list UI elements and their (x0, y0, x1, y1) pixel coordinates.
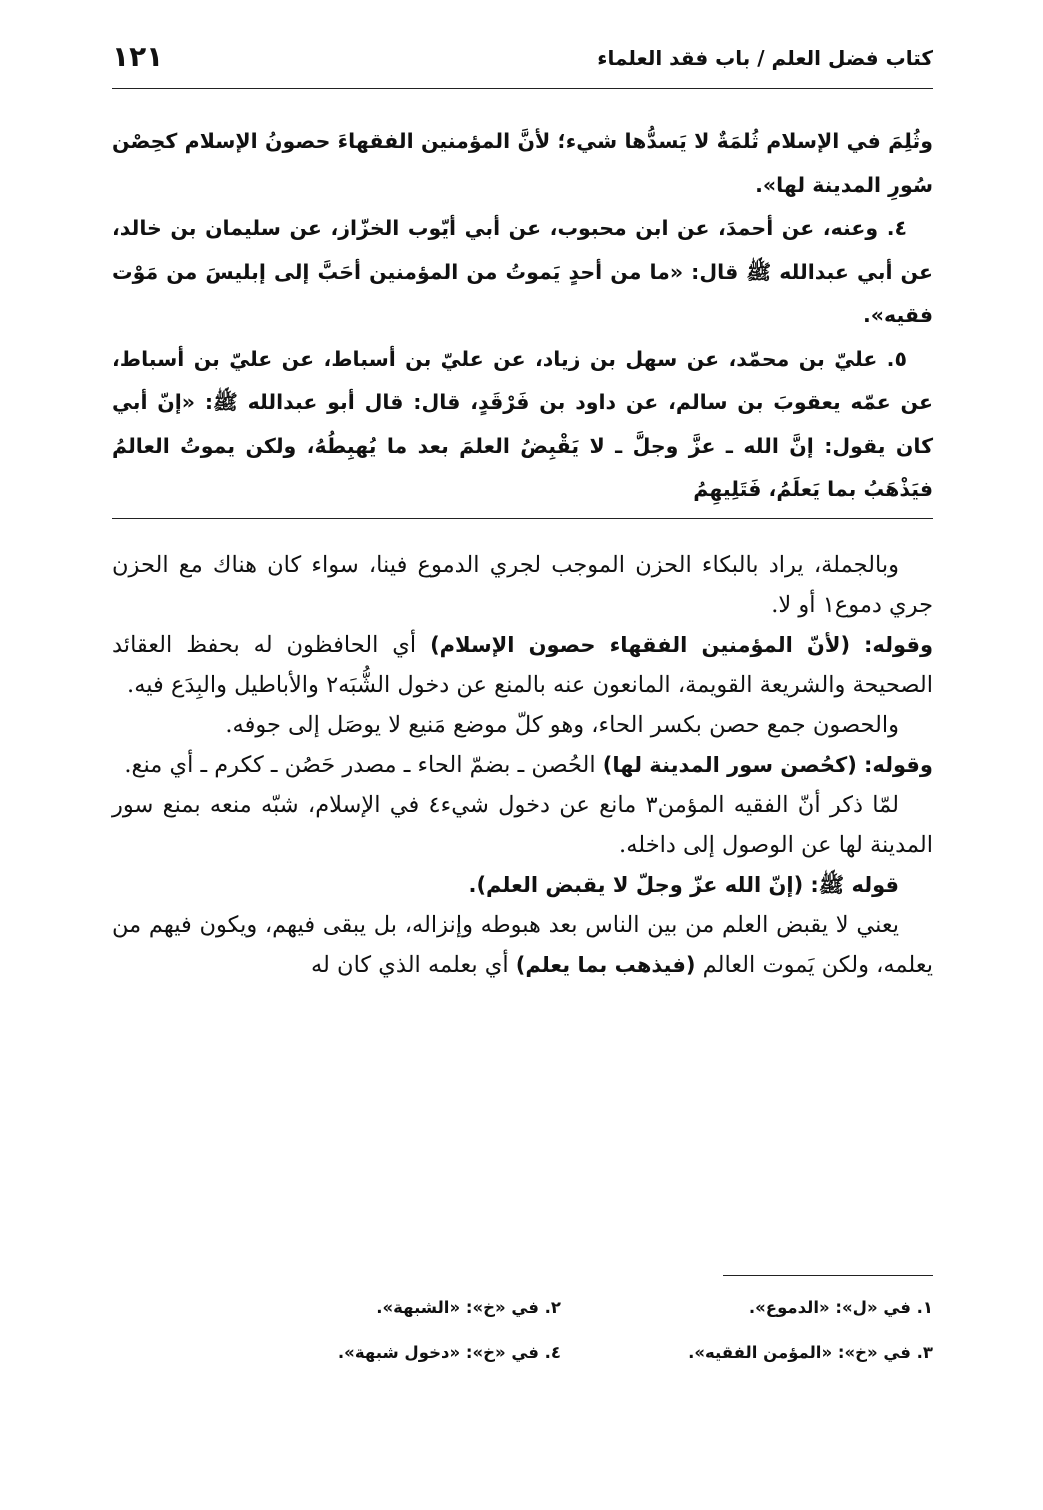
commentary-paragraph (112, 745, 933, 785)
commentary-paragraph: وبالجملة، يراد بالبكاء الحزن الموجب لجري الدموع فينا، سواء كان هناك مع الحزن جري دموع١ أو لا. (112, 552, 933, 618)
commentary-block (112, 545, 933, 985)
quoted-phrase: (إنّ الله عزّ وجلّ لا يقبض العلم). (468, 873, 804, 897)
section-divider (112, 518, 933, 519)
hadith-text-block (112, 120, 933, 512)
page-header (112, 40, 933, 90)
commentary-paragraph (112, 865, 933, 905)
commentary-paragraph: لمّا ذكر أنّ الفقيه المؤمن٣ مانع عن دخول شيء٤ في الإسلام، شبّه منعه بمنع سور المدينة لها عن الوصول إلى داخله. (112, 792, 933, 858)
commentary-paragraph: والحصون جمع حصن بكسر الحاء، وهو كلّ موضع مَنيع لا يوصَل إلى جوفه. (225, 712, 899, 738)
footnote: ١. في «ل»: «الدموع». (748, 1298, 933, 1317)
footnote: ٣. في «خ»: «المؤمن الفقيه». (688, 1343, 933, 1362)
commentary-paragraph (112, 625, 933, 705)
quoted-phrase: (كحُصن سور المدينة لها) (602, 753, 857, 777)
hadith-paragraph: وثُلِمَ في الإسلام ثُلمَةٌ لا يَسدُّها شيء؛ لأنَّ المؤمنين الفقهاءَ حصونُ الإسلام كحِصْن سُورِ المدينة لها». (112, 129, 933, 197)
speaker-label: وقوله: (864, 633, 934, 657)
footnote: ٢. في «خ»: «الشبهة». (376, 1298, 561, 1317)
running-head: كتاب فضل العلم / باب فقد العلماء (597, 46, 933, 70)
footnote-rule (723, 1275, 933, 1276)
footnote: ٤. في «خ»: «دخول شبهة». (337, 1343, 561, 1362)
explanation-text: الحُصن ـ بضمّ الحاء ـ مصدر حَصُن ـ ككرم ـ أي منع. (124, 752, 596, 778)
speaker-label: قوله ﷺ: (810, 873, 899, 897)
hadith-paragraph: ٤. وعنه، عن أحمدَ، عن ابن محبوب، عن أبي أيّوب الخزّاز، عن سليمان بن خالد، عن أبي عبدالله ﷺ قال: «ما من أحدٍ يَموتُ من المؤمنين أحَبَّ إلى إبليسَ من مَوْت فقيه». (112, 216, 933, 327)
explanation-text: أي بعلمه الذي كان له (310, 952, 509, 978)
commentary-paragraph (112, 905, 933, 985)
quoted-phrase: (لأنّ المؤمنين الفقهاء حصون الإسلام) (430, 633, 851, 657)
explanation-text: يعني لا يقبض العلم من بين الناس بعد هبوطه وإنزاله، بل يبقى فيهم، ويكون فيهم من يعلمه، ولكن يَموت العالم (112, 912, 933, 978)
page-number: ١٢١ (112, 40, 164, 73)
hadith-paragraph: ٥. عليّ بن محمّد، عن سهل بن زياد، عن عليّ بن أسباط، عن عليّ بن أسباط، عن عمّه يعقوبَ بن سالم، عن داود بن فَرْقَدٍ، قال: قال أبو عبدالله ﷺ: «إنّ أبي كان يقول: إنَّ الله ـ عزَّ وجلَّ ـ لا يَقْبِضُ العلمَ بعد ما يُهبِطُهُ، ولكن يموتُ العالمُ فيَذْهَبُ بما يَعلَمُ، فَتَلِيهِمُ (112, 346, 933, 501)
quoted-phrase: (فيذهب بما يعلم) (515, 953, 696, 977)
speaker-label: وقوله: (864, 753, 933, 777)
header-rule (112, 88, 933, 89)
explanation-text: أي الحافظون له بحفظ العقائد الصحيحة والشريعة القويمة، المانعون عنه بالمنع عن دخول الشُّبَه٢ والأباطيل والبِدَع فيه. (112, 632, 933, 698)
